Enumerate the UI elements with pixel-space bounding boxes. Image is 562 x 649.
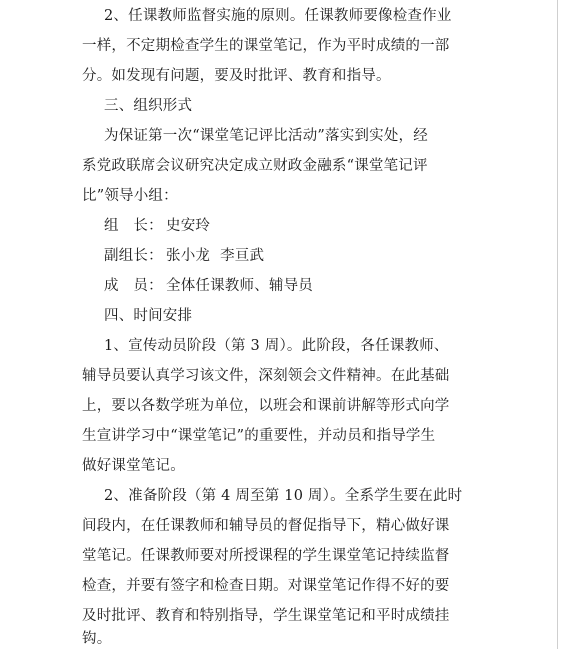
page-edge-divider (557, 0, 558, 649)
paragraph-line: 做好课堂笔记。 (82, 458, 185, 474)
paragraph-line: 比”领导小组： (82, 188, 178, 204)
paragraph-line: 上，要以各数学班为单位，以班会和课前讲解等形式向学 (82, 398, 450, 414)
leader-row (104, 217, 210, 235)
section-heading: 四、时间安排 (104, 308, 193, 324)
paragraph-line: 及时批评、教育和特别指导，学生课堂笔记和平时成绩挂 (82, 608, 450, 624)
section-heading: 三、组织形式 (104, 98, 193, 114)
members-row (104, 277, 313, 295)
paragraph-line: 生宣讲学习中“课堂笔记”的重要性，并动员和指导学生 (82, 428, 436, 444)
paragraph-line: 检查，并要有签字和检查日期。对课堂笔记作得不好的要 (82, 578, 450, 594)
paragraph-line: 分。如发现有问题，要及时批评、教育和指导。 (82, 68, 391, 84)
deputy-row (104, 247, 264, 265)
leader-name: 史安玲 (166, 218, 211, 234)
members-text: 全体任课教师、辅导员 (166, 278, 313, 294)
paragraph-line: 间段内，在任课教师和辅导员的督促指导下，精心做好课 (82, 518, 450, 534)
deputy-name-2: 李亘武 (220, 248, 265, 264)
paragraph-line: 辅导员要认真学习该文件，深刻领会文件精神。在此基础 (82, 368, 450, 384)
leader-label: 组 长： (104, 218, 163, 234)
paragraph-line: 堂笔记。任课教师要对所授课程的学生课堂笔记持续监督 (82, 548, 450, 564)
paragraph-line: 为保证第一次“课堂笔记评比活动”落实到实处，经 (104, 128, 428, 144)
paragraph-line: 2、任课教师监督实施的原则。任课教师要像检查作业 (104, 8, 452, 24)
paragraph-line: 2、准备阶段（第 4 周至第 10 周）。全系学生要在此时 (104, 488, 463, 504)
members-label: 成 员： (104, 278, 163, 294)
paragraph-line: 一样，不定期检查学生的课堂笔记，作为平时成绩的一部 (82, 38, 450, 54)
deputy-name-1: 张小龙 (166, 248, 211, 264)
paragraph-line: 1、宣传动员阶段（第 3 周）。此阶段，各任课教师、 (104, 338, 449, 354)
paragraph-line: 系党政联席会议研究决定成立财政金融系“课堂笔记评 (82, 158, 428, 174)
deputy-label: 副组长： (104, 248, 163, 264)
paragraph-line: 钩。 (82, 631, 112, 647)
